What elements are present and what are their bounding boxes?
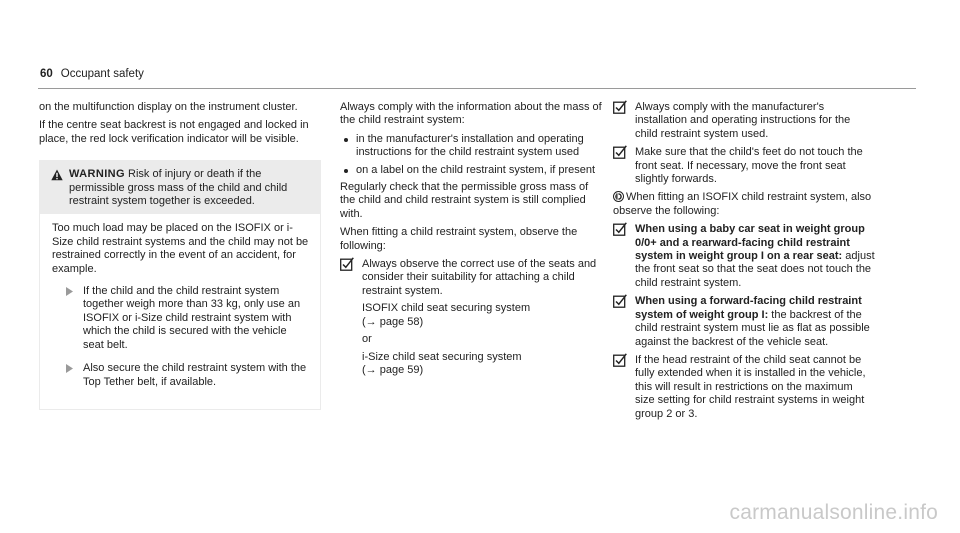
warning-body-text: Too much load may be placed on the ISOFIX or i-Size child restraint systems and the child may not be restrained correctly in the event of an accident, for example. [52, 222, 309, 275]
warning-body [39, 214, 321, 409]
paragraph: on the multifunction display on the instrument cluster. [39, 101, 298, 113]
checklist-heading: When using a forward-facing child restraint system of weight group I: [635, 295, 862, 321]
bullet-icon [344, 138, 348, 142]
warning-action-text: Also secure the child restraint system with the Top Tether belt, if available. [83, 362, 307, 388]
checklist-item [613, 295, 875, 349]
bullet-icon [344, 169, 348, 173]
conjunction: or [362, 333, 372, 346]
checklist-text: Always observe the correct use of the seats and consider their suitability for attaching a child restraint system. [362, 258, 597, 297]
checklist-item [613, 146, 875, 186]
checklist-content [635, 295, 875, 349]
checklist-item [613, 223, 875, 290]
paragraph: When fitting a child restraint system, observe the following: [340, 226, 578, 252]
paragraph: Regularly check that the permissible gross mass of the child and child restraint system is still complied with. [340, 181, 589, 220]
checkbox-tick-icon [613, 100, 627, 114]
isofix-note [613, 191, 875, 218]
warning-action [52, 362, 310, 389]
arrow-right-icon [66, 287, 73, 296]
checklist-item [340, 258, 606, 377]
warning-title: WARNING [69, 168, 125, 181]
list-item [340, 164, 606, 177]
page-reference-link[interactable]: (→ page 58) [362, 315, 424, 328]
page-reference-link[interactable]: (→ page 59) [362, 363, 424, 376]
isofix-icon [613, 191, 624, 202]
checkbox-tick-icon [613, 353, 627, 367]
warning-box [39, 160, 321, 410]
checkbox-tick-icon [340, 257, 354, 271]
paragraph: Always comply with the information about the mass of the child restraint system: [340, 101, 602, 127]
checkbox-tick-icon [613, 222, 627, 236]
section-title: Occupant safety [60, 68, 144, 80]
checkbox-tick-icon [613, 145, 627, 159]
warning-header [39, 160, 321, 214]
arrow-right-icon [66, 364, 73, 373]
checklist-item [613, 354, 875, 421]
list-item [340, 133, 606, 160]
column-2 [340, 101, 606, 382]
warning-action [52, 285, 310, 352]
checklist-text: adjust the front seat so that the seat does not touch the child restraint system. [635, 250, 875, 289]
column-1 [39, 101, 321, 410]
checklist-text: Always comply with the manufacturer's installation and operating instructions for the child restraint system used. [635, 101, 851, 140]
watermark: carmanualsonline.info [729, 501, 938, 524]
warning-action-text: If the child and the child restraint system together weigh more than 33 kg, only use an ISOFIX or i-Size child restraint system with which the child is secured with the vehicle seat belt. [83, 285, 301, 351]
list-item-text: on a label on the child restraint system, if present [356, 163, 596, 176]
warning-triangle-icon [51, 169, 63, 181]
reference-title: ISOFIX child seat securing system [362, 302, 531, 315]
list-item-text: in the manufacturer's installation and operating instructions for the child restraint system used [356, 132, 584, 159]
checklist-content [362, 258, 606, 377]
column-3 [613, 101, 875, 426]
checklist-text: If the head restraint of the child seat cannot be fully extended when it is installed in the vehicle, this will result in restrictions on the maximum size setting for child restraint systems in weight group 2 or 3. [635, 353, 866, 420]
cross-reference [362, 351, 606, 378]
page-header [40, 68, 144, 80]
checklist-text: Make sure that the child's feet do not touch the front seat. If necessary, move the front seat slightly forwards. [635, 146, 863, 186]
header-divider [38, 88, 916, 89]
checkbox-tick-icon [613, 294, 627, 308]
checklist-item [613, 101, 875, 141]
page-number: 60 [40, 68, 53, 80]
checklist-text: the backrest of the child restraint system must lie as flat as possible against the backrest of the vehicle seat. [635, 308, 870, 348]
checklist-content [635, 223, 875, 290]
warning-lead: Risk of injury or death if the permissible gross mass of the child and child restraint system together is exceeded. [69, 168, 288, 208]
cross-reference [362, 302, 606, 329]
warning-text [69, 168, 311, 208]
reference-title: i-Size child seat securing system [362, 350, 522, 363]
checklist-heading: When using a baby car seat in weight group 0/0+ and a rearward-facing child restraint system in weight group I on a rear seat: [635, 223, 865, 263]
paragraph: If the centre seat backrest is not engaged and locked in place, the red lock verification indicator will be visible. [39, 119, 309, 145]
isofix-note-text: When fitting an ISOFIX child restraint system, also observe the following: [613, 191, 872, 217]
